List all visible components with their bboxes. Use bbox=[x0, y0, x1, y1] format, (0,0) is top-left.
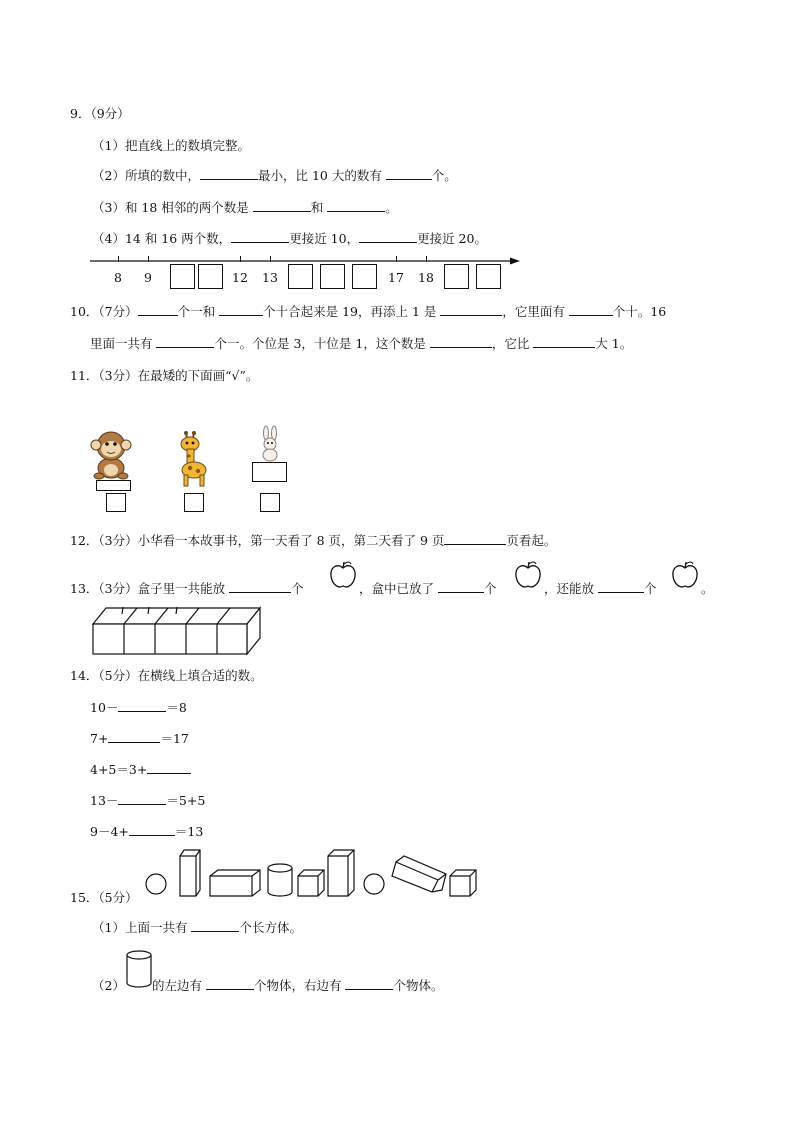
answer-blank[interactable] bbox=[253, 199, 311, 212]
tick bbox=[426, 256, 427, 262]
q11-title: 11．（3分）在最矮的下面画“√”。 bbox=[70, 368, 259, 383]
answer-blank[interactable] bbox=[430, 335, 492, 348]
answer-blank[interactable] bbox=[386, 167, 432, 180]
answer-blank[interactable] bbox=[229, 580, 291, 593]
q15-part2-prefix: （2） bbox=[92, 978, 125, 993]
number-line-answer-box[interactable] bbox=[288, 264, 313, 289]
q13-text-3: ，还能放 个 bbox=[544, 581, 657, 596]
q9-part4: （4）14 和 16 两个数， 更接近 10， 更接近 20。 bbox=[92, 231, 487, 246]
q15-part1: （1）上面一共有 个长方体。 bbox=[92, 920, 302, 935]
answer-blank[interactable] bbox=[219, 303, 263, 316]
q14-title: 14．（5分）在横线上填合适的数。 bbox=[70, 668, 263, 683]
answer-blank[interactable] bbox=[231, 230, 289, 243]
q9-part2: （2）所填的数中， 最小，比 10 大的数有 个。 bbox=[92, 168, 457, 183]
q12-line: 12．（3分）小华看一本故事书，第一天看了 8 页，第二天看了 9 页 页看起。 bbox=[70, 533, 557, 548]
answer-blank[interactable] bbox=[438, 580, 484, 593]
sphere-icon bbox=[146, 874, 166, 894]
answer-blank[interactable] bbox=[147, 761, 191, 774]
q15-title: 15．（5分） bbox=[70, 890, 138, 905]
answer-blank[interactable] bbox=[206, 977, 254, 990]
q10-line2: 里面一共有 个一。个位是 3，十位是 1，这个数是 ，它比 大 1。 bbox=[90, 336, 633, 351]
tick bbox=[118, 256, 119, 262]
tick bbox=[270, 256, 271, 262]
answer-blank[interactable] bbox=[118, 699, 166, 712]
number-label: 9 bbox=[144, 270, 152, 285]
q14-eq2: 7+ ＝17 bbox=[90, 731, 189, 746]
answer-blank[interactable] bbox=[440, 303, 502, 316]
rabbit-icon bbox=[258, 426, 282, 462]
answer-blank[interactable] bbox=[200, 167, 258, 180]
answer-box[interactable] bbox=[96, 480, 131, 491]
q13-text-4: 。 bbox=[701, 581, 714, 596]
number-line bbox=[90, 261, 520, 262]
answer-blank[interactable] bbox=[118, 792, 166, 805]
answer-box[interactable] bbox=[260, 493, 280, 512]
answer-blank[interactable] bbox=[327, 199, 385, 212]
number-line-answer-box[interactable] bbox=[320, 264, 345, 289]
answer-box[interactable] bbox=[252, 462, 287, 482]
q14-eq3: 4+5＝3+ bbox=[90, 760, 191, 778]
answer-blank[interactable] bbox=[129, 823, 175, 836]
number-line-answer-box[interactable] bbox=[352, 264, 377, 289]
q9-title: 9．（9分） bbox=[70, 106, 130, 121]
answer-box[interactable] bbox=[184, 493, 204, 512]
monkey-icon bbox=[88, 428, 134, 480]
answer-blank[interactable] bbox=[359, 230, 417, 243]
solid-shapes-row bbox=[140, 846, 480, 900]
tick bbox=[240, 256, 241, 262]
cylinder-icon bbox=[126, 950, 152, 990]
q14-eq1: 10－ ＝8 bbox=[90, 700, 187, 715]
number-line-answer-box[interactable] bbox=[170, 264, 195, 289]
number-label: 13 bbox=[262, 270, 278, 285]
answer-blank[interactable] bbox=[569, 303, 613, 316]
number-label: 18 bbox=[418, 270, 434, 285]
answer-blank[interactable] bbox=[444, 532, 506, 545]
q9-part3: （3）和 18 相邻的两个数是 和 。 bbox=[92, 200, 398, 215]
number-label: 8 bbox=[114, 270, 122, 285]
apple-icon bbox=[329, 560, 357, 590]
answer-blank[interactable] bbox=[533, 335, 595, 348]
number-label: 17 bbox=[388, 270, 404, 285]
answer-blank[interactable] bbox=[191, 919, 239, 932]
q10-line1: 10．（7分） 个一和 个十合起来是 19，再添上 1 是 ，它里面有 个十。16 bbox=[70, 304, 667, 319]
q13-text-2: ，盒中已放了 个 bbox=[359, 581, 497, 596]
number-line-answer-box[interactable] bbox=[198, 264, 223, 289]
answer-blank[interactable] bbox=[108, 730, 160, 743]
apple-icon bbox=[671, 560, 699, 590]
answer-blank[interactable] bbox=[598, 580, 644, 593]
answer-blank[interactable] bbox=[156, 335, 214, 348]
giraffe-icon bbox=[174, 430, 214, 488]
answer-blank[interactable] bbox=[138, 303, 178, 316]
q14-eq4: 13－ ＝5+5 bbox=[90, 793, 206, 808]
tick bbox=[396, 256, 397, 262]
apple-icon bbox=[514, 560, 542, 590]
answer-blank[interactable] bbox=[345, 977, 393, 990]
number-line-answer-box[interactable] bbox=[476, 264, 501, 289]
answer-box[interactable] bbox=[106, 493, 126, 512]
q13-text-1: 13．（3分）盒子里一共能放 个 bbox=[70, 581, 304, 596]
apple-box-illustration bbox=[92, 600, 262, 656]
q14-eq5: 9－4+ ＝13 bbox=[90, 824, 204, 839]
q9-part1: （1）把直线上的数填完整。 bbox=[92, 138, 250, 153]
q15-part2: 的左边有 个物体，右边有 个物体。 bbox=[152, 978, 444, 993]
number-label: 12 bbox=[232, 270, 248, 285]
number-line-answer-box[interactable] bbox=[444, 264, 469, 289]
tick bbox=[148, 256, 149, 262]
